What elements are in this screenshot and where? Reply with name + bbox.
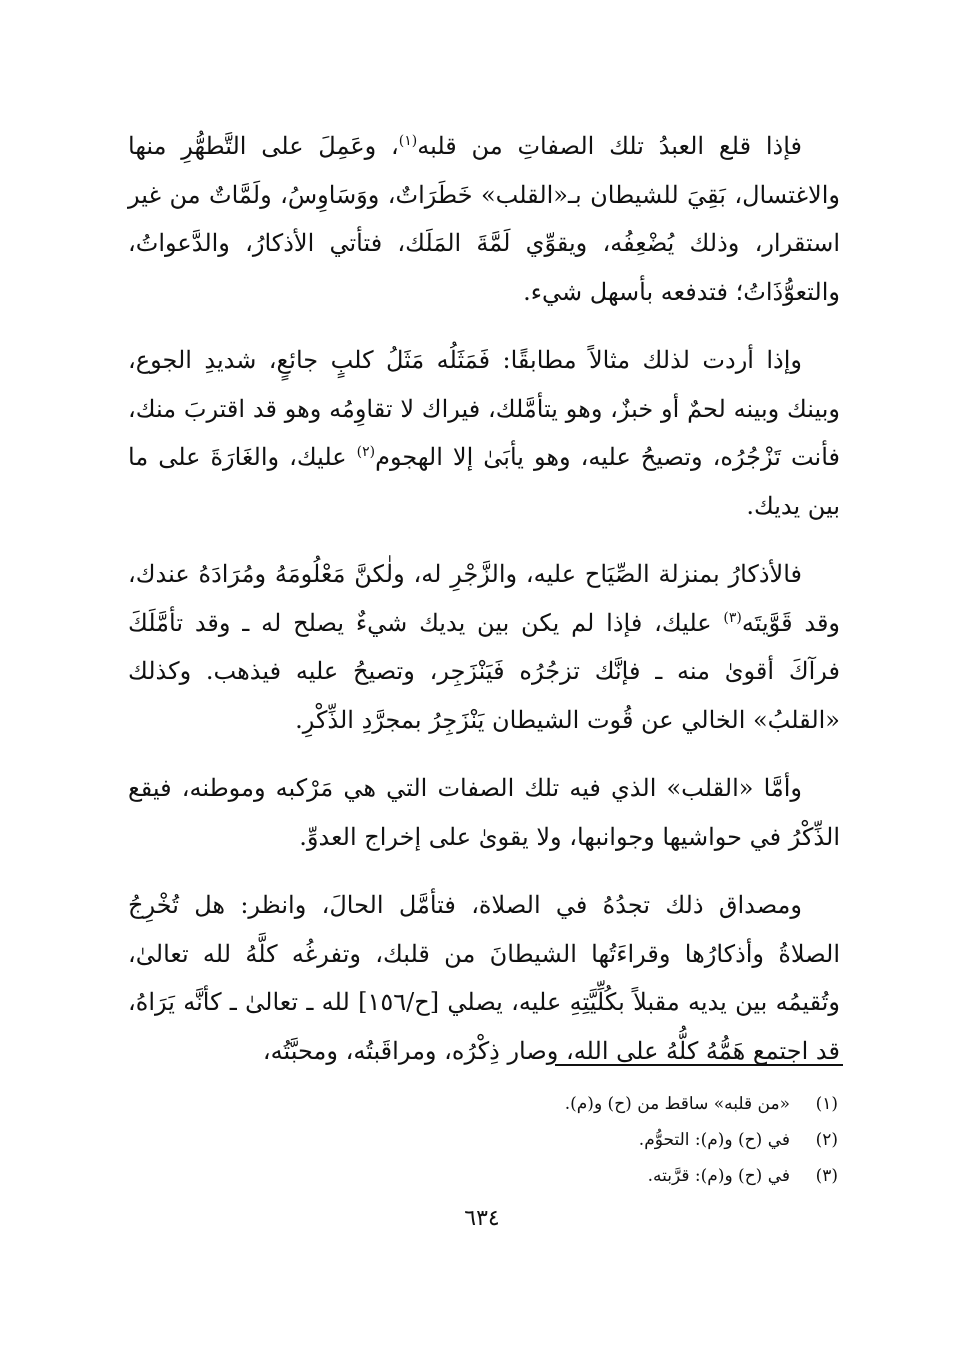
footnote-3-number: (٣): [815, 1166, 838, 1186]
main-text: [128, 122, 840, 1095]
page-number: ٦٣٤: [464, 1206, 500, 1231]
paragraph-1-text: فإذا قلع العبدُ تلك الصفاتِ من قلبه: [417, 132, 802, 160]
footnote-ref-2: (٢): [356, 444, 376, 460]
paragraph-1: [128, 122, 840, 316]
footnote-1-text: «من قلبه» ساقط من (ح) و(م).: [564, 1094, 790, 1114]
footnote-1: [480, 1086, 838, 1122]
paragraph-5-text: ومصداق ذلك تجدُهُ في الصلاة، فتأمَّل الحالَ، وانظر: هل تُخْرِجُ الصلاةُ وأذكارُها وقراءَتُها الشيطانَ من قلبك، وتفرغُه كلَّهُ لله تعالىٰ، وتُقيمُه بين يديه مقبلاً بكُلِّيَّتِهِ عليه، يصلي [ح/١٥٦] لله ـ تعالىٰ ـ كأنَّه يَرَاهُ، قد اجتمع هَمُّهُ كلُّهُ على الله، وصار ذِكْرُه، ومراقَبتُه، ومحبَّتُه،: [128, 891, 841, 1065]
paragraph-4-text: وأمَّا «القلب» الذي فيه تلك الصفات التي هي مَرْكبه وموطنه، فيقع الذِّكْرُ في حواشيها وجوانبها، ولا يقوىٰ على إخراج العدوِّ.: [128, 774, 840, 851]
footnote-3: [480, 1158, 838, 1194]
paragraph-5: [128, 881, 840, 1075]
footnote-2: [480, 1122, 838, 1158]
paragraph-2-text-cont: عليك، والغَارَةَ على ما بين يديك.: [128, 443, 840, 520]
footnote-ref-1: (١): [398, 133, 418, 149]
footnote-2-number: (٢): [815, 1130, 838, 1150]
footnote-2-text: في (ح) و(م): التحوُّم.: [638, 1130, 790, 1150]
footnote-ref-3: (٣): [723, 609, 742, 626]
paragraph-2: [128, 336, 840, 530]
paragraph-3-text-cont: عليك، فإذا لم يكن بين يديك شيءٌ يصلح له ـ وقد تأمَّلَكَ فرآكَ أقوىٰ منه ـ فإنَّك تزجُرُه فَيَنْزَجِر، وتصيحُ عليه فيذهب. وكذلك «القلبُ» الخالي عن قُوت الشيطان يَنْزَجِرُ بمجرَّدِ الذِّكْرِ.: [128, 608, 840, 734]
paragraph-2-text: وإذا أردت لذلك مثالاً مطابقًا: فَمَثَلُه مَثَلُ كلبٍ جائعٍ، شديدِ الجوع، وبينك وبينه لحمٌ أو خبزٌ، وهو يتأمَّلك، فيراك لا تقاوِمُه وهو قد اقتربَ منك، فأنت تَزْجُرُه، وتصيحُ عليه، وهو يأبَىٰ إلا الهجوم: [128, 346, 840, 471]
footnotes: [480, 1086, 838, 1194]
paragraph-1-text-cont: ، وعَمِلَ على التَّطهُّرِ منها والاغتسال، بَقِيَ للشيطان بـ«القلب» خَطَرَاتٌ، ووَسَاوِسُ، ولَمَّاتٌ من غير استقرار، وذلك يُضْعِفُه، ويقوِّي لَمَّةَ المَلَك، فتأتي الأذكارُ، والدَّعواتُ، والتعوُّذَاتُ؛ فتدفعه بأسهل شيء.: [128, 132, 840, 306]
paragraph-3-text: فالأذكارُ بمنزلة الصِّيَاح عليه، والزَّجْرِ له، ولٰكنَّ مَعْلُومَهُ ومُرَادَهُ عندك، وقد قَوَّيتَه: [128, 560, 841, 637]
footnote-3-text: في (ح) و(م): قرَّبته.: [647, 1166, 790, 1186]
footnote-separator: [555, 1064, 843, 1066]
footnote-1-number: (١): [815, 1094, 838, 1114]
paragraph-4: [128, 764, 840, 861]
paragraph-3: [128, 550, 840, 744]
